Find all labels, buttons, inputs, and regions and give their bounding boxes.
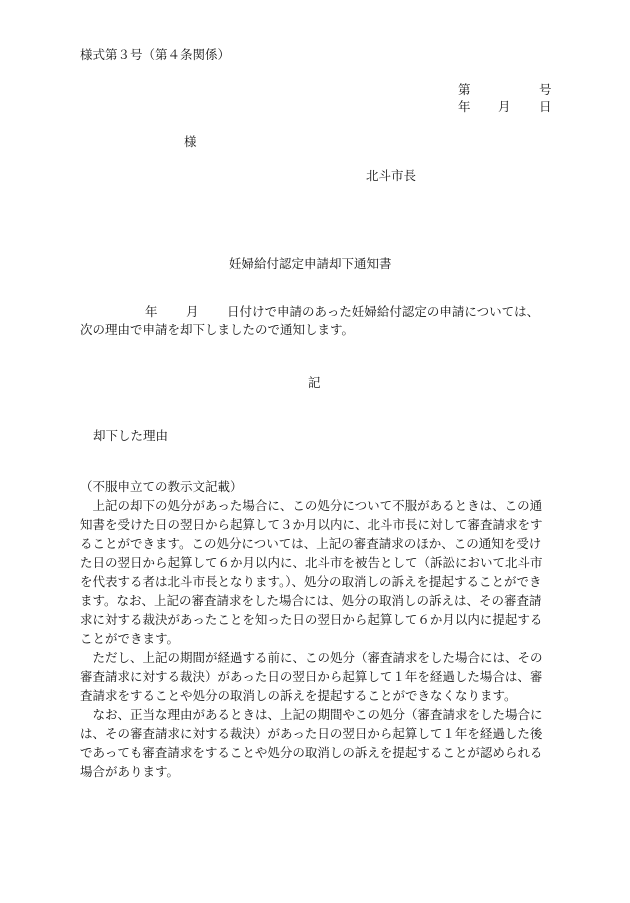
appeal-paragraph-2: ただし、上記の期間が経過する前に、この処分（審査請求をした場合には、その審査請求に対する裁決）があった日の翌日から起算して１年を経過した場合は、審査請求をすることや処分の取消しの訴えを提起することができなくなります。 [80, 650, 543, 703]
reason-heading: 却下した理由 [93, 428, 169, 443]
intro-year-label: 年 [145, 304, 158, 319]
doc-number-suffix: 号 [539, 82, 552, 97]
ki-heading: 記 [308, 375, 321, 390]
intro-line2: 次の理由で申請を却下しましたので通知します。 [80, 322, 355, 337]
date-year-label: 年 [458, 99, 471, 114]
form-number: 様式第３号（第４条関係） [80, 47, 231, 62]
appeal-body [80, 496, 552, 781]
appeal-paragraph-1: 上記の却下の処分があった場合に、この処分について不服があるときは、この通知書を受けた日の翌日から起算して３か月以内に、北斗市長に対して審査請求をすることができます。この処分については、上記の審査請求のほか、この通知を受けた日の翌日から起算して６か月以内に、北斗市を被告として（訴訟において北斗市を代表する者は北斗市長となります。）、処分の取消しの訴えを提起することができます。なお、上記の審査請求をした場合には、処分の取消しの訴えは、その審査請求に対する裁決があったことを知った日の翌日から起算して６か月以内に提起することができます。 [80, 498, 543, 646]
intro-month-label: 月 [186, 304, 199, 319]
sender-name: 北斗市長 [366, 168, 417, 183]
document-title: 妊婦給付認定申請却下通知書 [229, 256, 392, 271]
addressee-honorific: 様 [184, 134, 197, 149]
intro-line1: 日付けで申請のあった妊婦給付認定の申請については、 [227, 304, 540, 319]
doc-number-label: 第 [458, 82, 471, 97]
appeal-paragraph-3: なお、正当な理由があるときは、上記の期間やこの処分（審査請求をした場合には、その審査請求に対する裁決）があった日の翌日から起算して１年を経過した後であっても審査請求をすることや処分の取消しの訴えを提起することが認められる場合があります。 [80, 707, 543, 779]
appeal-heading: （不服申立ての教示文記載） [80, 479, 243, 494]
date-month-label: 月 [498, 99, 511, 114]
date-day-label: 日 [539, 99, 552, 114]
